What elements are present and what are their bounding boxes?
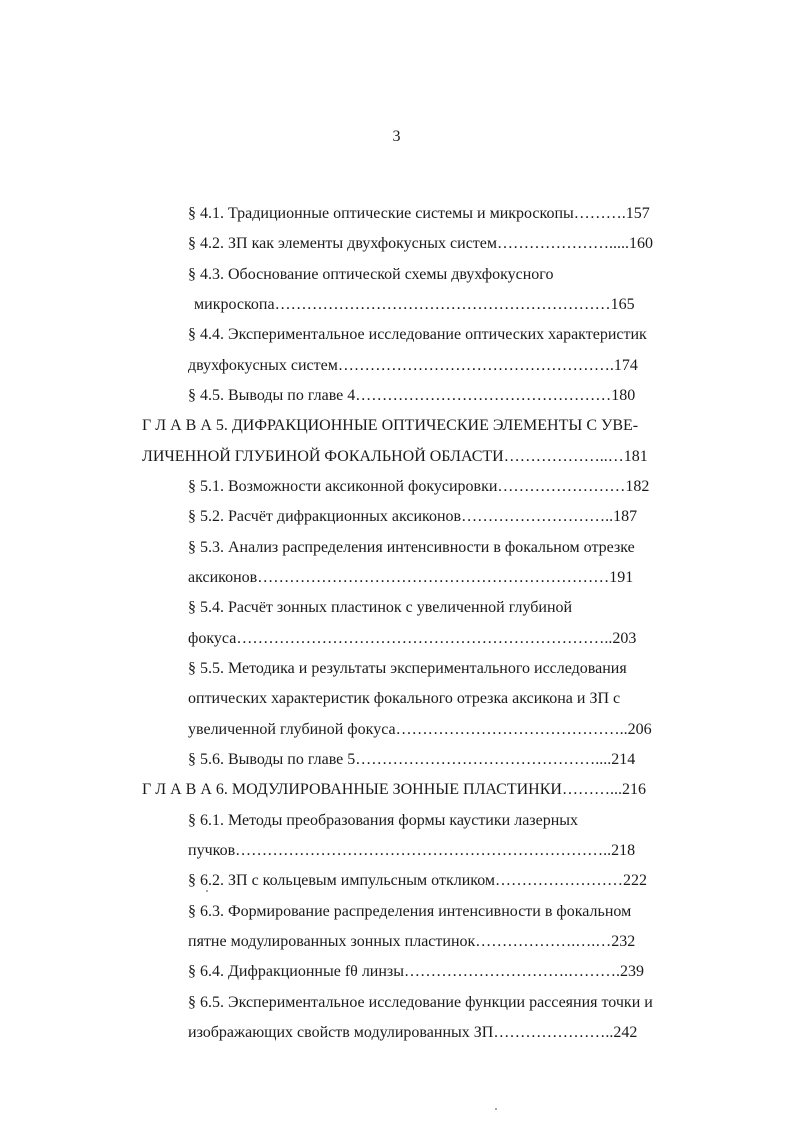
scan-speck bbox=[206, 890, 208, 892]
toc-entry-5-4: § 5.4. Расчёт зонных пластинок с увеличенной глубиной bbox=[188, 599, 573, 616]
scan-speck bbox=[495, 1108, 497, 1110]
toc-entry-4-1: § 4.1. Традиционные оптические системы и микроскопы……….157 bbox=[188, 205, 650, 222]
page-number: 3 bbox=[392, 128, 401, 145]
toc-entry-4-4: § 4.4. Экспериментальное исследование оптических характеристик bbox=[188, 326, 647, 343]
toc-entry-4-2: § 4.2. ЗП как элементы двухфокусных систем………………….....160 bbox=[188, 235, 654, 252]
toc-entry-5-2: § 5.2. Расчёт дифракционных аксиконов………………………..187 bbox=[188, 508, 638, 525]
toc-chapter-5: Г Л А В А 5. ДИФРАКЦИОННЫЕ ОПТИЧЕСКИЕ ЭЛЕМЕНТЫ С УВЕ- bbox=[142, 417, 639, 434]
toc-entry-5-5-cont-2: увеличенной глубиной фокуса……………………………………..206 bbox=[188, 721, 652, 738]
toc-chapter-5-cont: ЛИЧЕННОЙ ГЛУБИНОЙ ФОКАЛЬНОЙ ОБЛАСТИ………………..…181 bbox=[142, 448, 648, 465]
toc-entry-6-2: § 6.2. ЗП с кольцевым импульсным откликом……………………222 bbox=[188, 872, 648, 889]
toc-entry-6-4: § 6.4. Дифракционные fθ линзы………………………….……….239 bbox=[188, 963, 644, 980]
toc-entry-5-1: § 5.1. Возможности аксиконной фокусировки……………………182 bbox=[188, 478, 650, 495]
toc-entry-6-5: § 6.5. Экспериментальное исследование функции рассеяния точки и bbox=[188, 994, 653, 1011]
toc-entry-4-3-cont: микроскопа………………………………………………………165 bbox=[194, 296, 635, 313]
toc-entry-6-5-cont: изображающих свойств модулированных ЗП…………………..242 bbox=[188, 1024, 638, 1041]
toc-entry-6-1-cont: пучков……………………………………………………………..218 bbox=[188, 842, 636, 859]
toc-entry-5-4-cont: фокуса……………………………………………………………..203 bbox=[188, 630, 637, 647]
toc-entry-6-1: § 6.1. Методы преобразования формы каустики лазерных bbox=[188, 812, 579, 829]
toc-entry-4-4-cont: двухфокусных систем…………………………………………….174 bbox=[188, 357, 638, 374]
toc-chapter-6: Г Л А В А 6. МОДУЛИРОВАННЫЕ ЗОННЫЕ ПЛАСТИНКИ………...216 bbox=[142, 781, 646, 798]
toc-entry-5-3-cont: аксиконов…………………………………………………………191 bbox=[188, 569, 634, 586]
toc-entry-6-3: § 6.3. Формирование распределения интенсивности в фокальном bbox=[188, 903, 632, 920]
toc-entry-4-5: § 4.5. Выводы по главе 4…………………………………………180 bbox=[188, 387, 636, 404]
toc-entry-6-3-cont: пятне модулированных зонных пластинок……………….….…232 bbox=[188, 933, 636, 950]
toc-entry-5-5-cont-1: оптических характеристик фокального отрезка аксикона и ЗП с bbox=[188, 690, 621, 707]
toc-entry-4-3: § 4.3. Обоснование оптической схемы двухфокусного bbox=[188, 266, 554, 283]
toc-entry-5-5: § 5.5. Методика и результаты экспериментального исследования bbox=[188, 660, 627, 677]
toc-entry-5-3: § 5.3. Анализ распределения интенсивности в фокальном отрезке bbox=[188, 539, 635, 556]
toc-entry-5-6: § 5.6. Выводы по главе 5………………………………………....214 bbox=[188, 751, 636, 768]
